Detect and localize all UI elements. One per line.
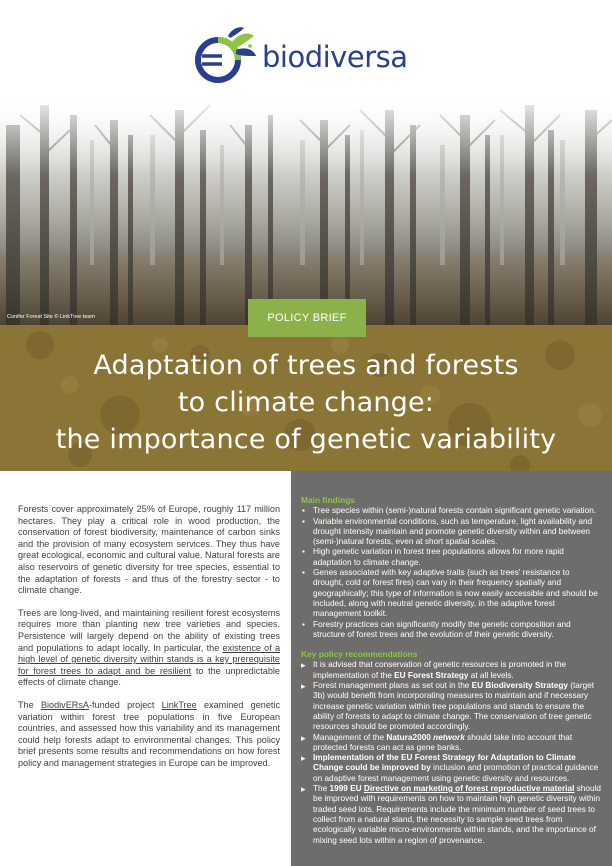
title-band bbox=[0, 325, 612, 471]
main-findings-heading: Main findings bbox=[301, 495, 355, 505]
photo-credit: Conifer Forest Site © LinkTree team bbox=[7, 314, 95, 320]
intro-text bbox=[18, 504, 280, 780]
recommendation-item: ▸ The 1999 EU Directive on marketing of forest reproductive material should be improved with requirements on how to maintain high genetic diversity within traded seed lots. Requirements include the minimum number of seed trees to collect from a natural stand, the necessity to sample seed trees from ecologically variable micro-environments within stands, and the importance of mixing seed lots within a region of provenance. bbox=[301, 784, 602, 846]
biodiversa-link[interactable]: BiodivERsA bbox=[40, 699, 89, 710]
euro-leaf-logo-icon bbox=[188, 22, 260, 94]
intro-paragraph-3: The BiodivERsA-funded project LinkTree examined genetic variation within forest tree populations in five European countries, and assessed how this variability and its management could help forests adapt to environmental changes. This policy brief presents some results and recommendations on how forest policy and management strategies in Europe can be improved. bbox=[18, 699, 280, 768]
intro-paragraph-2: Trees are long-lived, and maintaining resilient forest ecosystems requires more than planting new tree varieties and species. Persistence will largely depend on the ability of existing trees and populations to adapt locally. In particular, the existence of a high level of genetic diversity within stands is a key prerequisite for forest trees to adapt and be resilient to the unpredictable effects of climate change. bbox=[18, 607, 280, 688]
recommendation-item: ▸ Management of the Natura2000 network should take into account that protected forests can act as gene banks. bbox=[301, 733, 602, 754]
linktree-link[interactable]: LinkTree bbox=[161, 699, 197, 710]
main-findings-list bbox=[301, 506, 602, 640]
recommendation-item: ▸ Forest management plans as set out in the EU Biodiversity Strategy (target 3b) would benefit from incorporating measures to maintain and if necessary increase genetic variation within tree populations and stands to ensure the ability of forests to adapt to climate change. The conservation of tree genetic resources should be promoted accordingly. bbox=[301, 681, 602, 732]
recommendation-item: ▸ It is advised that conservation of genetic resources is promoted in the implementation of the EU Forest Strategy at all levels. bbox=[301, 660, 602, 681]
recommendations-list bbox=[301, 660, 602, 845]
finding-item: ▪ Tree species within (semi-)natural forests contain significant genetic variation. bbox=[301, 506, 602, 516]
summary-panel bbox=[291, 471, 612, 866]
intro-paragraph-1: Forests cover approximately 25% of Europe, roughly 117 million hectares. They play a critical role in wood production, the conservation of forest biodiversity, maintenance of carbon sinks and the provision of many ecosystem services. They thus have great ecological, economic and cultural value. Natural forests are also reservoirs of genetic diversity for tree species, essential to the adaptation of forests - and thus of the forestry sector - to climate change. bbox=[18, 504, 280, 596]
recommendation-item: ▸ Implementation of the EU Forest Strategy for Adaptation to Climate Change could be improved by inclusion and promotion of practical guidance on adaptive forest management using genetic diversity and resources. bbox=[301, 753, 602, 784]
genetic-diversity-link[interactable]: existence of a high level of genetic diversity within stands is a key prerequisite for forest trees to adapt and be resilient bbox=[18, 642, 280, 676]
brand-name: biodiversa bbox=[262, 40, 408, 74]
finding-item: ▪ Variable environmental conditions, such as temperature, light availability and drought intensity maintain and promote genetic diversity within and between (semi-)natural forests, even at short spatial scales. bbox=[301, 517, 602, 548]
finding-item: ▪ Genes associated with key adaptive traits (such as trees' resistance to drought, cold or forest fires) can vary in their frequency spatially and geographically; this type of information is now easily accessible and should be included, along with neutral genetic diversity, in the adaptive forest management toolkit. bbox=[301, 568, 602, 619]
policy-brief-tag: POLICY BRIEF bbox=[248, 299, 366, 337]
finding-item: ▪ Forestry practices can significantly modify the genetic composition and structure of forest trees and the evolution of their genetic diversity. bbox=[301, 620, 602, 641]
recommendations-heading: Key policy recommendations bbox=[301, 649, 418, 660]
finding-item: ▪ High genetic variation in forest tree populations allows for more rapid adaptation to climate change. bbox=[301, 547, 602, 568]
directive-link[interactable]: Directive on marketing of forest reproductive material bbox=[363, 784, 575, 794]
page-title: Adaptation of trees and forests to climate change: the importance of genetic variability bbox=[55, 350, 557, 455]
forest-trees-image bbox=[0, 95, 612, 325]
header-logo-area bbox=[0, 0, 612, 95]
forest-photo bbox=[0, 95, 612, 325]
